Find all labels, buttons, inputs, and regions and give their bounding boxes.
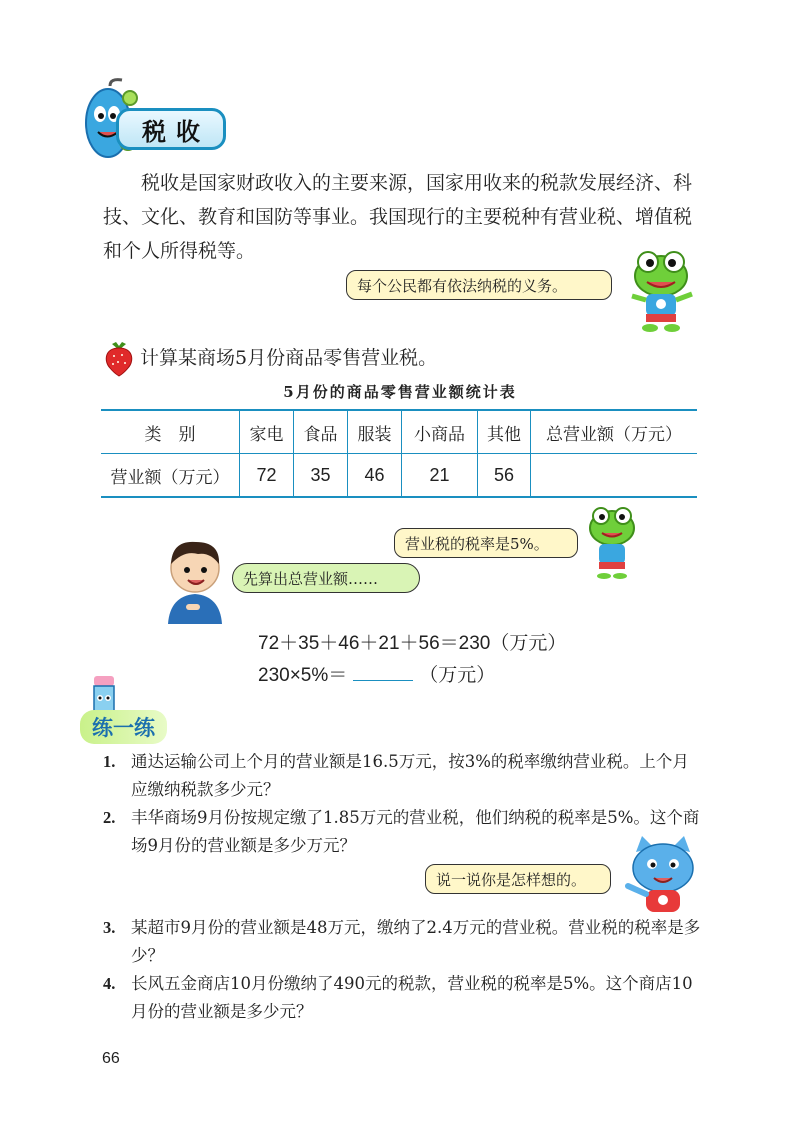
boy-character-icon <box>158 534 232 624</box>
answer-blank[interactable] <box>353 662 413 681</box>
frog-speech-bubble-2: 营业税的税率是5%。 <box>394 528 578 558</box>
calculation-line-2 <box>258 660 495 687</box>
exercise-text: 通达运输公司上个月的营业额是16.5万元，按3%的税率缴纳营业税。上个月应缴纳税款多少元？ <box>131 752 689 799</box>
table-header-row <box>101 410 697 454</box>
practice-title: 练一练 <box>80 710 167 744</box>
exercise-text: 长风五金商店10月份缴纳了490元的税款，营业税的税率是5%。这个商店10月份的营业额是多少元？ <box>131 974 693 1021</box>
cat-speech-bubble: 说一说你是怎样想的。 <box>425 864 611 894</box>
table-header-cell: 家电 <box>240 410 294 454</box>
exercise-item <box>103 748 703 804</box>
page-number: 66 <box>102 1050 120 1067</box>
intro-paragraph: 税收是国家财政收入的主要来源，国家用收来的税款发展经济、科技、文化、教育和国防等事业。我国现行的主要税种有营业税、增值税和个人所得税等。 <box>103 172 693 262</box>
table-header-cell: 类 别 <box>101 410 240 454</box>
cat-mascot-icon <box>620 834 706 920</box>
table-header-cell: 服装 <box>348 410 402 454</box>
task-statement: 计算某商场5月份商品零售营业税。 <box>140 347 438 369</box>
strawberry-icon <box>102 338 136 378</box>
exercise-number: 3. <box>103 918 116 937</box>
section-title: 税收 <box>116 108 226 150</box>
table-cell: 72 <box>240 454 294 498</box>
table-header-cell: 小商品 <box>402 410 478 454</box>
exercise-item <box>103 914 703 970</box>
sales-table <box>101 409 697 498</box>
boy-speech-bubble: 先算出总营业额…… <box>232 563 420 593</box>
exercise-number: 4. <box>103 974 116 993</box>
table-cell-total <box>531 454 698 498</box>
table-row <box>101 454 697 498</box>
exercise-item <box>103 804 703 860</box>
table-cell: 46 <box>348 454 402 498</box>
table-header-cell: 总营业额（万元） <box>531 410 698 454</box>
table-row-label: 营业额（万元） <box>110 467 230 488</box>
table-header-cell: 食品 <box>294 410 348 454</box>
calc-suffix: （万元） <box>419 665 496 686</box>
table-caption: 5月份的商品零售营业额统计表 <box>283 383 517 401</box>
calc-prefix: 230×5%＝ <box>258 665 348 686</box>
frog-speech-bubble: 每个公民都有依法纳税的义务。 <box>346 270 612 300</box>
frog-mascot-icon <box>582 502 642 582</box>
exercise-number: 2. <box>103 808 116 827</box>
frog-mascot-icon <box>622 246 700 334</box>
table-header-cell: 其他 <box>478 410 531 454</box>
table-cell: 21 <box>402 454 478 498</box>
exercise-text: 某超市9月份的营业额是48万元，缴纳了2.4万元的营业税。营业税的税率是多少？ <box>131 918 701 965</box>
table-cell: 35 <box>294 454 348 498</box>
exercise-number: 1. <box>103 752 116 771</box>
exercise-item <box>103 970 703 1026</box>
calculation-line-1: 72＋35＋46＋21＋56＝230（万元） <box>258 633 567 654</box>
table-cell: 56 <box>478 454 531 498</box>
exercise-text: 丰华商场9月份按规定缴了1.85万元的营业税，他们纳税的税率是5%。这个商场9月份的营业额是多少万元？ <box>131 808 700 855</box>
